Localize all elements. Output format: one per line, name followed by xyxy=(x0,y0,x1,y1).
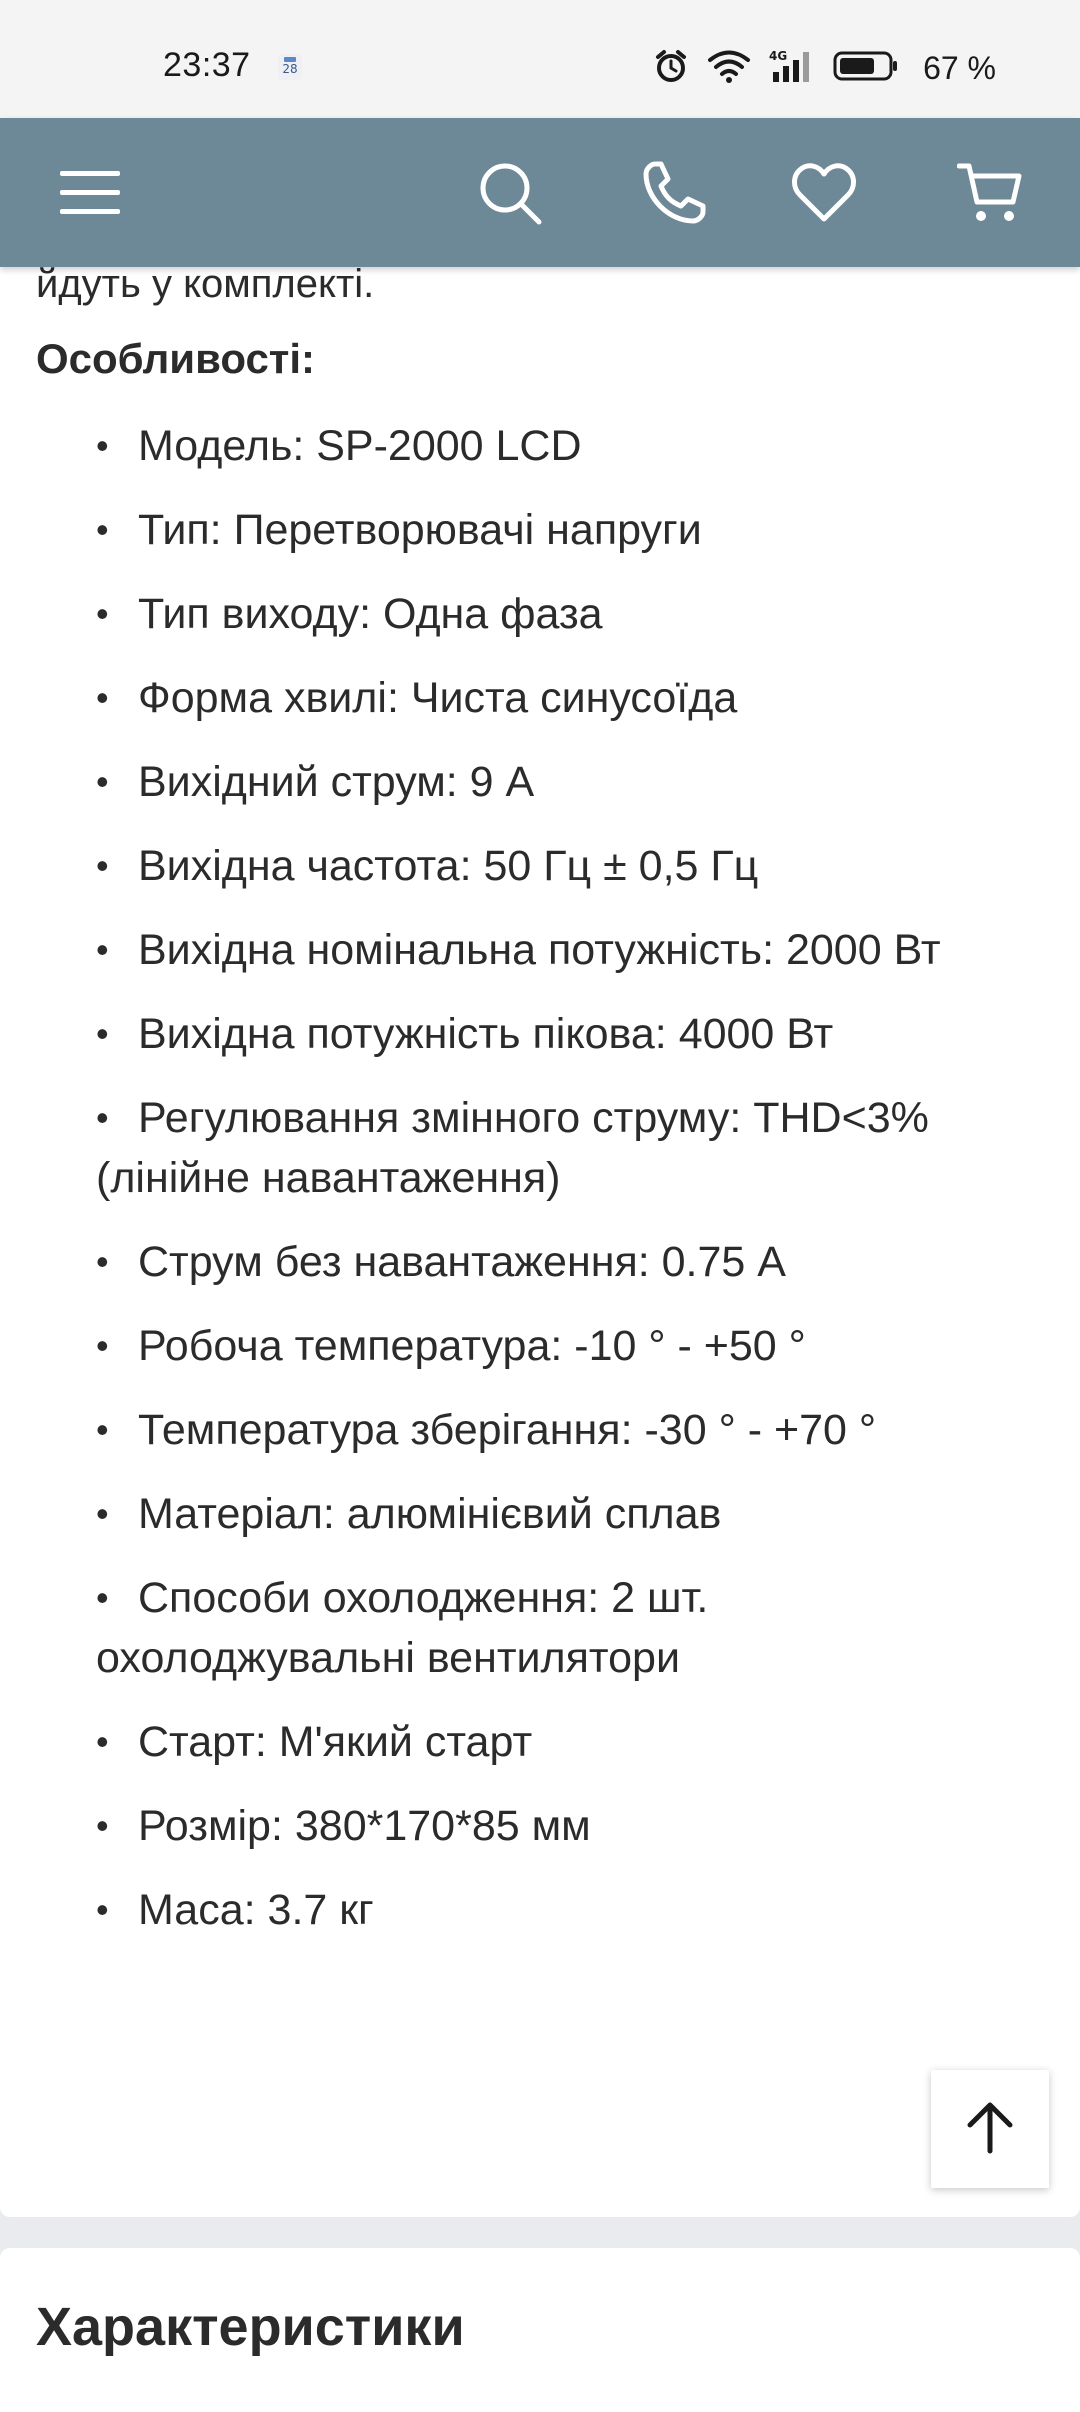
arrow-up-icon xyxy=(962,2099,1018,2160)
signal-4g-icon xyxy=(769,48,815,89)
feature-item: • Вихідна потужність пікова: 4000 Вт xyxy=(96,1004,996,1064)
feature-item: • Форма хвилі: Чиста синусоїда xyxy=(96,668,996,728)
alarm-icon xyxy=(653,48,689,89)
svg-text:4G: 4G xyxy=(769,49,788,63)
battery-percent: 67 % xyxy=(923,50,996,86)
description-text-end: йдуть у комплекті. xyxy=(36,267,375,306)
feature-item: • Робоча температура: -10 ° - +50 ° xyxy=(96,1316,996,1376)
wifi-icon xyxy=(707,48,751,89)
feature-item: • Температура зберігання: -30 ° - +70 ° xyxy=(96,1400,996,1460)
top-navigation-bar xyxy=(0,118,1080,267)
feature-item: • Модель: SP-2000 LCD xyxy=(96,416,996,476)
calendar-icon: 28 xyxy=(278,54,302,80)
feature-item: • Маса: 3.7 кг xyxy=(96,1880,996,1940)
characteristics-card xyxy=(0,2248,1080,2412)
status-bar xyxy=(0,0,1080,118)
feature-item: • Тип виходу: Одна фаза xyxy=(96,584,996,644)
search-icon[interactable] xyxy=(472,155,548,231)
feature-item: • Розмір: 380*170*85 мм xyxy=(96,1796,996,1856)
feature-item: • Способи охолодження: 2 шт. охолоджувальні вентилятори xyxy=(96,1568,996,1688)
feature-item: • Регулювання змінного струму: THD<3% (лінійне навантаження) xyxy=(96,1088,996,1208)
heart-icon[interactable] xyxy=(786,155,862,231)
description-card xyxy=(0,267,1080,2217)
menu-icon[interactable] xyxy=(52,155,128,231)
feature-item: • Тип: Перетворювачі напруги xyxy=(96,500,996,560)
status-time: 23:37 xyxy=(163,46,251,84)
features-heading: Особливості: xyxy=(36,335,316,382)
feature-item: • Вихідна частота: 50 Гц ± 0,5 Гц xyxy=(96,836,996,896)
cart-icon[interactable] xyxy=(952,155,1028,231)
characteristics-heading[interactable]: Характеристики xyxy=(36,2297,465,2357)
scroll-to-top-button[interactable] xyxy=(931,2070,1049,2188)
features-list xyxy=(96,416,996,1964)
feature-item: • Струм без навантаження: 0.75 А xyxy=(96,1232,996,1292)
phone-icon[interactable] xyxy=(636,155,712,231)
feature-item: • Старт: М'який старт xyxy=(96,1712,996,1772)
status-icons xyxy=(653,48,996,89)
feature-item: • Вихідна номінальна потужність: 2000 Вт xyxy=(96,920,996,980)
feature-item: • Вихідний струм: 9 А xyxy=(96,752,996,812)
feature-item: • Матеріал: алюмінієвий сплав xyxy=(96,1484,996,1544)
battery-icon xyxy=(833,50,899,87)
